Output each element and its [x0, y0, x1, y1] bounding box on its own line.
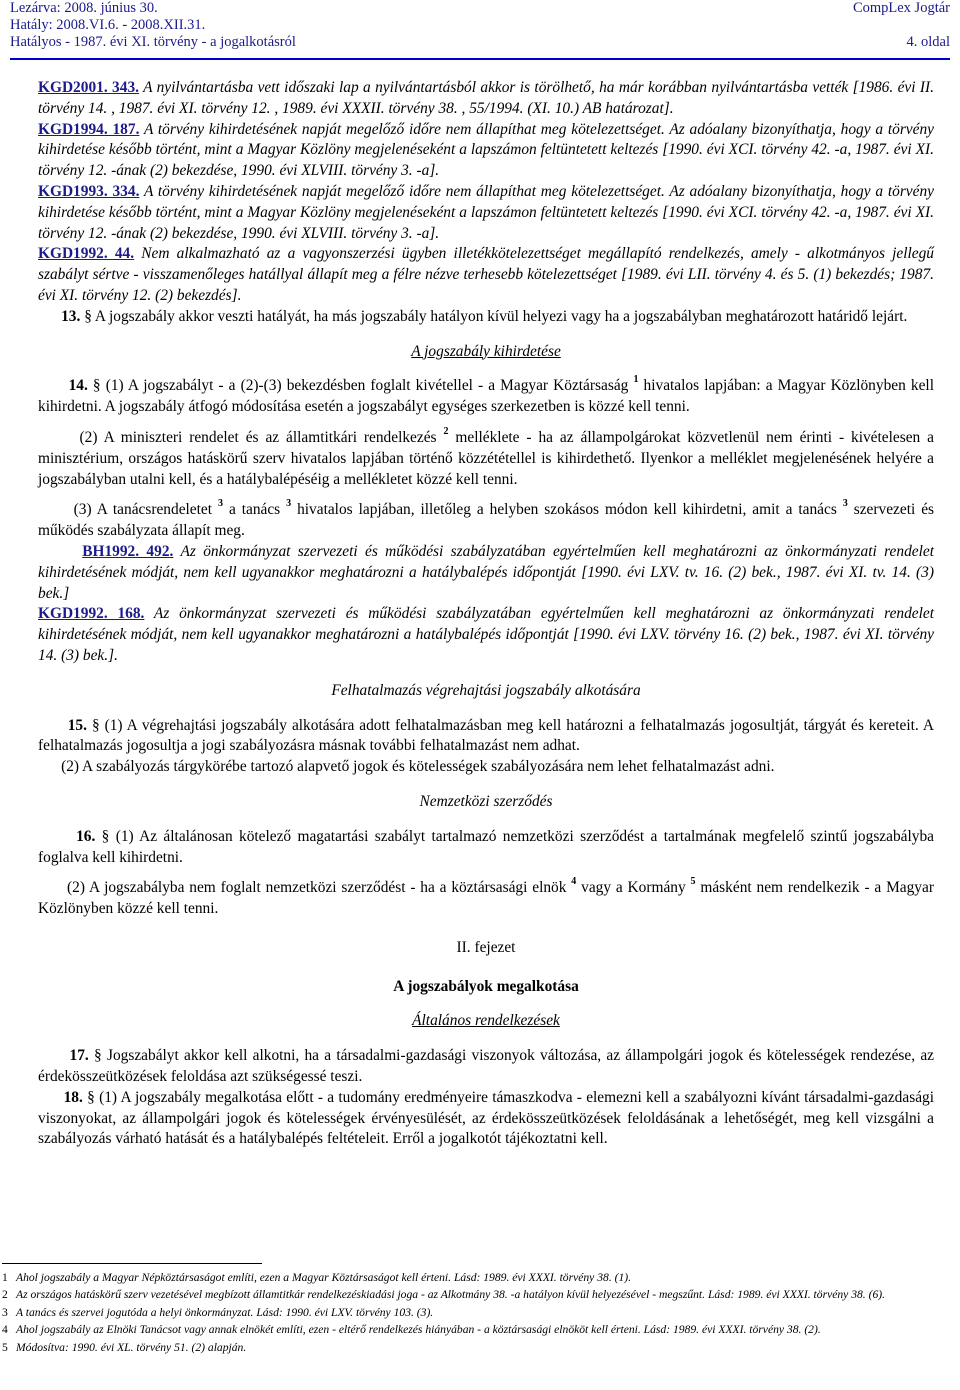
para-text: melléklete - ha az állampolgárokat közvetlenül nem érinti - kivételesen a minisztérium, országos hatáskörű szerv hivatalos lapjában történő közzététellel is kihirdethető. Ilyenkor a melléklet megjelenésének helyére a jogszabályban utalni kell, és a hatálybalépéséig a mellékletet közzé kell tenni.: [38, 428, 934, 488]
footnote-number: 4: [2, 1323, 8, 1337]
decision-note: [38, 604, 934, 666]
section-15-para-2: [38, 757, 934, 778]
section-18: 18. § (1) A jogszabály megalkotása előtt - a tudomány eredményeire támaszkodva - elemezni kell a szabályozni kívánt társadalmi-gazdasági viszonyokat, az állampolgári jogok és kötelességek érvényesülését, az érdekösszeütközések feloldásának a lehetőségét, meg kell vizsgálni a szabályozás várható hatását és a hatálybalépés feltételeit. Erről a jogalkotót tájékoztatni kell.: [38, 1088, 934, 1148]
decision-text: A törvény kihirdetésének napját megelőző időre nem állapíthat meg kötelezettséget. Az adóalany bizonyíthatja, hogy a törvény kihirdetése később történt, mint a Magyar Közlöny megjelenéseként a lapszámon feltüntetett keltezés [1990. évi XCI. törvény 42. -a, 1987. évi XI. törvény 12. -ának (2) bekezdése, 1990. évi XLVIII. törvény 3. -a].: [38, 120, 934, 180]
header-meta: [10, 0, 296, 51]
para-text: (2) A szabályozás tárgykörébe tartozó alapvető jogok és kötelességek szabályozására nem lehet felhatalmazást adni.: [61, 758, 775, 776]
chapter-number: II. fejezet: [456, 938, 516, 956]
law-title: Hatályos - 1987. évi XI. törvény - a jogalkotásról: [10, 34, 296, 50]
closing-date: Lezárva: 2008. június 30.: [10, 0, 158, 16]
footnote-ref[interactable]: 3: [842, 498, 848, 510]
heading-international-treaty: Nemzetközi szerződés: [419, 792, 553, 810]
para-text: (2) A jogszabályba nem foglalt nemzetközi szerződést - ha a köztársasági elnök: [67, 879, 567, 897]
decision-ref-link[interactable]: KGD1993. 334.: [38, 182, 140, 200]
footnote-text: Módosítva: 1990. évi XL. törvény 51. (2) alapján.: [16, 1340, 247, 1354]
section-text: A jogszabály akkor veszti hatályát, ha más jogszabály hatályon kívül helyezi vagy ha a jogszabályban meghatározott határidő lejárt.: [94, 307, 908, 325]
footnote-divider: [2, 1263, 262, 1264]
footnote-number: 5: [2, 1340, 8, 1354]
footnote-ref[interactable]: 2: [443, 425, 449, 437]
footnote: [2, 1341, 946, 1356]
brand-name: CompLex Jogtár: [852, 0, 950, 16]
footnote-ref[interactable]: 3: [286, 498, 292, 510]
validity-range: Hatály: 2008.VI.6. - 2008.XII.31.: [10, 17, 206, 33]
section-14-para-2: [38, 425, 934, 490]
footnote-ref[interactable]: 5: [690, 876, 696, 888]
footnotes: [2, 1271, 946, 1358]
para-text: (1) A jogszabályt - a (2)-(3) bekezdésben foglalt kivétellel - a Magyar Köztársaság: [105, 377, 629, 395]
chapter-title: A jogszabályok megalkotása: [393, 977, 579, 995]
footnote: [2, 1288, 946, 1303]
section-number: 16.: [76, 827, 96, 845]
para-text: (2) A miniszteri rendelet és az államtitkári rendelkezés: [79, 428, 437, 446]
heading-authorization: Felhatalmazás végrehajtási jogszabály alkotására: [331, 681, 641, 699]
section-number: 15.: [67, 716, 87, 734]
section-number: 13.: [61, 307, 81, 325]
para-text: szervezeti és működés szabályzata állapít meg.: [38, 501, 935, 540]
decision-note: [38, 244, 934, 306]
section-text: Jogszabályt akkor kell alkotni, ha a társadalmi-gazdasági viszonyok változása, az állampolgári jogok és kötelességek rendezése, az érdekösszeütközések feloldása azt szükségessé teszi.: [38, 1047, 935, 1086]
section-15-para-1: 15. § (1) A végrehajtási jogszabály alkotására adott felhatalmazásban meg kell határozni a felhatalmazás jogosultját, tárgyát és kereteit. A felhatalmazás jogosultja a jogi szabályozásra másnak további felhatalmazást nem adhat.: [38, 716, 934, 755]
section-16-para-1: 16. § (1) Az általánosan kötelező magatartási szabályt tartalmazó nemzetközi szerződést a tartalmának megfelelő szintű jogszabályba foglalva kell kihirdetni.: [38, 827, 934, 866]
section-text: (1) A jogszabály megalkotása előtt - a tudomány eredményeire támaszkodva - elemezni kell a szabályozni kívánt társadalmi-gazdasági viszonyokat, az állampolgári jogok és kötelességek érvényesülését, az érdekösszeütközések feloldásának a lehetőségét, meg kell vizsgálni a szabályozás várható hatását és a hatálybalépés feltételeit. Erről a jogalkotót tájékoztatni kell.: [38, 1088, 934, 1148]
para-text: (1) Az általánosan kötelező magatartási szabályt tartalmazó nemzetközi szerződést a tartalmának megfelelő szintű jogszabályba foglalva kell kihirdetni.: [38, 827, 934, 866]
decision-ref-link[interactable]: KGD1994. 187.: [38, 120, 140, 138]
section-14-para-3: [38, 500, 934, 542]
para-text: vagy a Kormány: [581, 879, 686, 897]
heading-promulgation: A jogszabály kihirdetése: [411, 342, 561, 360]
footnote-number: 1: [2, 1271, 8, 1284]
footnote-ref[interactable]: 3: [217, 498, 223, 510]
section-number: 14.: [68, 377, 88, 395]
footnote-number: 3: [2, 1305, 8, 1319]
decision-ref-link[interactable]: BH1992. 492.: [82, 542, 174, 560]
para-text: hivatalos lapjában: a Magyar Közlönyben kell kihirdetni. A jogszabály átfogó módosítása esetén a jogszabályt egységes szerkezetben is közzé kell tenni.: [38, 377, 934, 416]
para-text: (1) A végrehajtási jogszabály alkotására adott felhatalmazásban meg kell határozni a felhatalmazás jogosultját, tárgyát és kereteit. A felhatalmazás jogosultja a jogi szabályozásra másnak további felhatalmazást nem adhat.: [38, 716, 934, 755]
decision-text: A törvény kihirdetésének napját megelőző időre nem állapíthat meg kötelezettséget. Az adóalany bizonyíthatja, hogy a törvény kihirdetése később történt, mint a Magyar Közlöny megjelenéseként a lapszámon feltüntetett keltezés [1990. évi XCI. törvény 42. -a, 1987. évi XI. törvény 12. -ának (2) bekezdése, 1990. évi XLVIII. törvény 3. -a].: [38, 182, 934, 242]
decision-ref-link[interactable]: KGD1992. 44.: [38, 245, 135, 263]
footnote: [2, 1323, 946, 1338]
heading-general-provisions: Általános rendelkezések: [412, 1012, 560, 1030]
section-13: 13. § A jogszabály akkor veszti hatályát, ha más jogszabály hatályon kívül helyezi vagy ha a jogszabályban meghatározott határidő lejárt.: [61, 307, 908, 325]
section-number: 17.: [69, 1047, 89, 1065]
page-header: [10, 0, 950, 60]
section-number: 18.: [63, 1088, 83, 1106]
section-17: 17. § Jogszabályt akkor kell alkotni, ha a társadalmi-gazdasági viszonyok változása, az állampolgári jogok és kötelességek rendezése, az érdekösszeütközések feloldása azt szükségessé teszi.: [38, 1047, 935, 1086]
decision-note: [38, 78, 934, 120]
decision-ref-link[interactable]: KGD2001. 343.: [38, 79, 139, 96]
footnote-text: Az országos hatáskörű szerv vezetésével megbízott államtitkár rendelkezéskiadási joga - az Alkotmány 38. -a hatályon kívül helyezésével - megszűnt. Lásd: 1989. évi XXXI. törvény 38. (6).: [16, 1288, 886, 1302]
section-16-para-2: [38, 878, 934, 920]
header-brand: [853, 0, 950, 51]
footnote: [2, 1271, 946, 1286]
footnote: [2, 1306, 946, 1321]
decision-ref-link[interactable]: KGD1992. 168.: [38, 605, 145, 623]
footnote-text: A tanács és szervei jogutóda a helyi önkormányzat. Lásd: 1990. évi LXV. törvény 103. (3).: [16, 1305, 434, 1319]
decision-note: [38, 120, 934, 182]
footnote-ref[interactable]: 1: [633, 374, 639, 386]
decision-text: Az önkormányzat szervezeti és működési szabályzatában egyértelműen kell meghatározni az önkormányzati rendelet kihirdetésének módját, nem kell ugyanakkor meghatározni a hatálybalépés időpontját [1990. évi LXV. törvény 16. (2) bek., 1987. évi XI. törvény 14. (3) bek.].: [38, 605, 935, 664]
header-divider: [10, 58, 950, 60]
footnote-text: Ahol jogszabály az Elnöki Tanácsot vagy annak elnökét említi, ezen - eltérő rendelkezés hiányában - a köztársasági elnököt kell érteni. Lásd: 1989. évi XXXI. törvény 38. (2).: [16, 1323, 821, 1337]
decision-text: Nem alkalmazható az a vagyonszerzési ügyben illetékkötelezettséget megállapító rendelkezés, amely - alkotmányos jellegű szabályt sértve - visszamenőleges hatállyal állapít meg a félre nézve terhesebb kötelezettséget [1989. évi LII. törvény 4. és 5. (1) bekezdés; 1987. évi XI. törvény 12. (2) bekezdés].: [38, 245, 934, 304]
page-number: 4. oldal: [906, 34, 950, 50]
decision-text: A nyilvántartásba vett időszaki lap a nyilvántartásból akkor is törölhető, ha már korábban nyilvántartásba vették [1986. évi II. törvény 14. , 1987. évi XI. törvény 12. , 1989. évi XXXII. törvény 38. , 55/1994. (XI. 10.) AB határozat].: [38, 79, 935, 117]
para-text: hivatalos lapjában, illetőleg a helyben szokásos módon kell kihirdetni, amit a tanács: [297, 501, 837, 519]
main-content: [38, 78, 934, 1150]
section-14-para-1: 14. § (1) A jogszabályt - a (2)-(3) bekezdésben foglalt kivétellel - a Magyar Köztársaság $^1$ hivatalos lapjában: a Magyar Közlönyben kell kihirdetni. A jogszabály átfogó módosítása esetén a jogszabályt egységes szerkezetben is közzé kell tenni.: [38, 374, 934, 416]
footnote-number: 2: [2, 1288, 8, 1302]
footnote-text: Ahol jogszabály a Magyar Népköztársaságot említi, ezen a Magyar Köztársaságot kell érteni. Lásd: 1989. évi XXXI. törvény 38. (1).: [16, 1271, 632, 1284]
decision-text: Az önkormányzat szervezeti és működési szabályzatában egyértelműen kell meghatározni az önkormányzati rendelet kihirdetésének módját, nem kell ugyanakkor meghatározni a hatálybalépés időpontját [1990. évi LXV. tv. 16. (2) bek., 1987. évi XI. tv. 14. (3) bek.]: [38, 542, 934, 602]
footnote-ref[interactable]: 4: [571, 876, 577, 888]
para-text: a tanács: [228, 501, 281, 519]
decision-note: [38, 182, 934, 244]
para-text: (3) A tanácsrendeletet: [73, 501, 213, 519]
decision-note: [38, 542, 934, 604]
para-text: másként nem rendelkezik - a Magyar Közlönyben közzé kell tenni.: [38, 879, 934, 918]
